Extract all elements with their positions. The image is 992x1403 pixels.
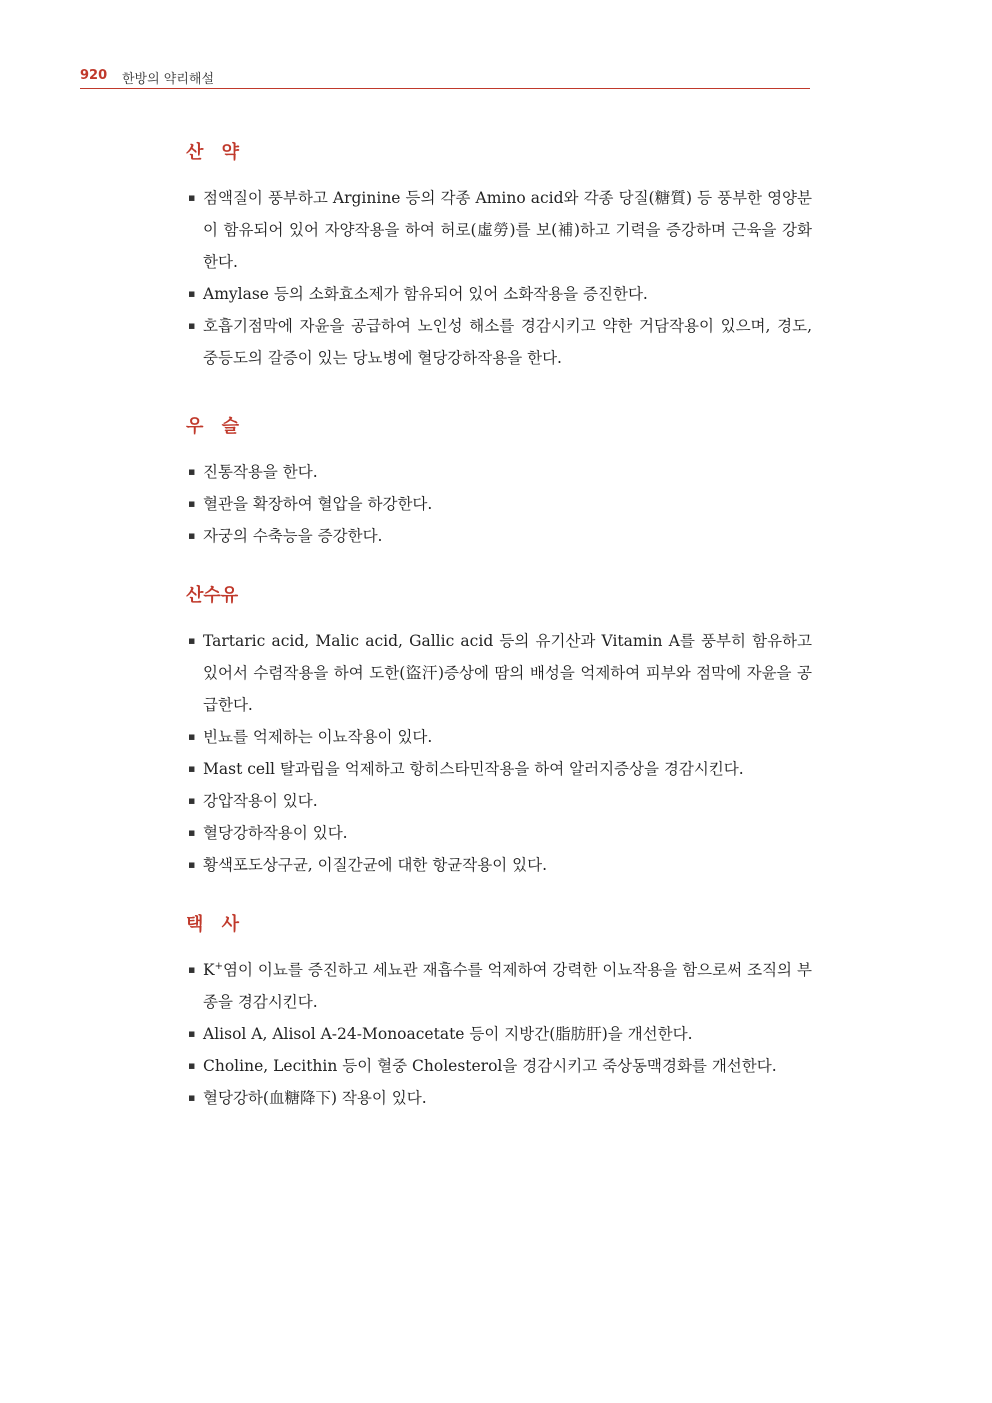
item-list bbox=[186, 954, 812, 1114]
list-item: ▪ Amylase 등의 소화효소제가 함유되어 있어 소화작용을 증진한다. bbox=[186, 278, 812, 310]
list-item: ▪ Alisol A, Alisol A-24-Monoacetate 등이 지방간(脂肪肝)을 개선한다. bbox=[186, 1018, 812, 1050]
list-item: ▪ Mast cell 탈과립을 억제하고 항히스타민작용을 하여 알러지증상을 경감시킨다. bbox=[186, 753, 812, 785]
section-sanyak bbox=[186, 138, 812, 374]
list-item: ▪ Tartaric acid, Malic acid, Gallic acid 등의 유기산과 Vitamin A를 풍부히 함유하고 있어서 수렴작용을 하여 도한(盜汗)증상에 땀의 배성을 억제하여 피부와 점막에 자윤을 공급한다. bbox=[186, 625, 812, 721]
page-header bbox=[80, 66, 810, 89]
section-sansuyu bbox=[186, 581, 812, 881]
item-list bbox=[186, 625, 812, 881]
section-title: 택 사 bbox=[186, 914, 246, 935]
list-item: ▪ 혈당강하작용이 있다. bbox=[186, 817, 812, 849]
charge-superscript: + bbox=[214, 960, 223, 972]
list-item: ▪ 혈관을 확장하여 혈압을 하강한다. bbox=[186, 488, 812, 520]
section-title: 산 약 bbox=[186, 142, 246, 163]
book-title: 한방의 약리해설 bbox=[122, 72, 215, 87]
list-item bbox=[186, 954, 812, 1018]
potassium-symbol: K bbox=[203, 961, 215, 979]
section-useul bbox=[186, 412, 812, 552]
list-item: ▪ 빈뇨를 억제하는 이뇨작용이 있다. bbox=[186, 721, 812, 753]
list-item: ▪ 호흡기점막에 자윤을 공급하여 노인성 해소를 경감시키고 약한 거담작용이 있으며, 경도, 중등도의 갈증이 있는 당뇨병에 혈당강하작용을 한다. bbox=[186, 310, 812, 374]
page-number: 920 bbox=[80, 68, 108, 83]
list-item: ▪ 강압작용이 있다. bbox=[186, 785, 812, 817]
list-item: ▪ Choline, Lecithin 등이 혈중 Cholesterol을 경감시키고 죽상동맥경화를 개선한다. bbox=[186, 1050, 812, 1082]
item-list bbox=[186, 182, 812, 374]
list-item: ▪ 진통작용을 한다. bbox=[186, 456, 812, 488]
section-title: 우 슬 bbox=[186, 416, 246, 437]
item-text: 염이 이뇨를 증진하고 세뇨관 재흡수를 억제하여 강력한 이뇨작용을 함으로써 조직의 부종을 경감시킨다. bbox=[203, 961, 812, 1011]
list-item: ▪ 혈당강하(血糖降下) 작용이 있다. bbox=[186, 1082, 812, 1114]
section-taeksa bbox=[186, 910, 812, 1114]
list-item: ▪ 자궁의 수축능을 증강한다. bbox=[186, 520, 812, 552]
section-title: 산수유 bbox=[186, 585, 239, 606]
item-list bbox=[186, 456, 812, 552]
list-item: ▪ 황색포도상구균, 이질간균에 대한 항균작용이 있다. bbox=[186, 849, 812, 881]
list-item: ▪ 점액질이 풍부하고 Arginine 등의 각종 Amino acid와 각종 당질(糖質) 등 풍부한 영양분이 함유되어 있어 자양작용을 하여 허로(虛勞)를 보(補)하고 기력을 증강하며 근육을 강화한다. bbox=[186, 182, 812, 278]
